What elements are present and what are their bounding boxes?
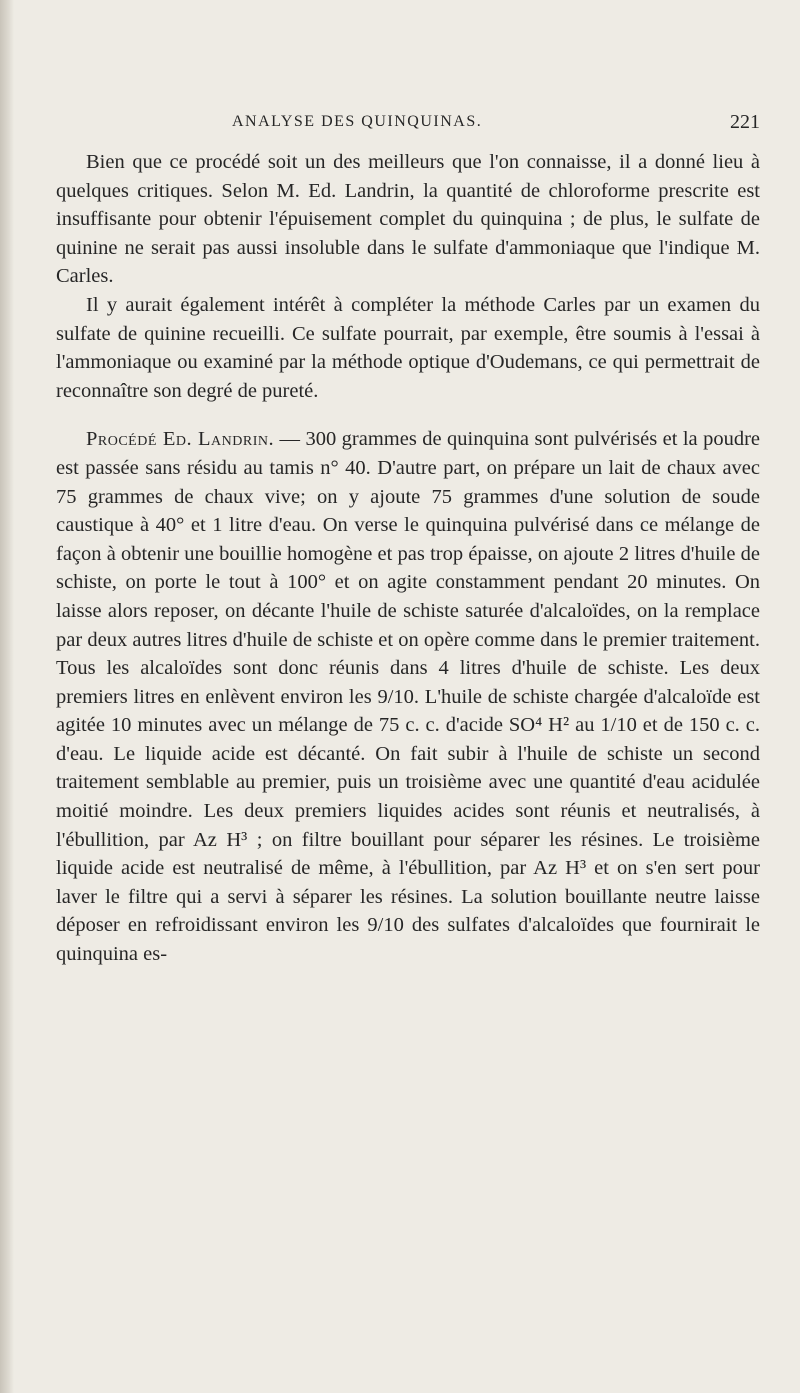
paragraph-text: Il y aurait également intérêt à compléter la méthode Carles par un examen du sulfate de quinine recueilli. Ce sulfate pourrait, par exemple, être soumis à l'essai à l'ammoniaque ou examiné par la méthode optique d'Oudemans, ce qui permettrait de reconnaître son degré de pureté.	[56, 293, 760, 402]
page-header	[232, 113, 760, 137]
paragraph-carles-improvement	[56, 291, 760, 405]
page-body	[56, 148, 760, 969]
page-binding-edge	[0, 0, 14, 1393]
page-number: 221	[730, 111, 760, 133]
running-title: ANALYSE DES QUINQUINAS.	[232, 113, 483, 130]
paragraph-landrin-procedure	[56, 425, 760, 968]
paragraph-text: Bien que ce procédé soit un des meilleurs que l'on connaisse, il a donné lieu à quelques critiques. Selon M. Ed. Landrin, la quantité de chloroforme prescrite est insuffisante pour obtenir l'épuisement complet du quinquina ; de plus, le sulfate de quinine ne serait pas aussi insoluble dans le sulfate d'ammoniaque que l'indique M. Carles.	[56, 151, 760, 288]
paragraph-carles-critique	[56, 148, 760, 291]
paragraph-text: — 300 grammes de quinquina sont pulvérisés et la poudre est passée sans résidu au tamis n° 40. D'autre part, on prépare un lait de chaux avec 75 grammes de chaux vive; on y ajoute 75 grammes d'une solution de soude caustique à 40° et 1 litre d'eau. On verse le quinquina pulvérisé dans ce mélange de façon à obtenir une bouillie homogène et pas trop épaisse, on ajoute 2 litres d'huile de schiste, on porte le tout à 100° et on agite constamment pendant 20 minutes. On laisse alors reposer, on décante l'huile de schiste saturée d'alcaloïdes, on la remplace par deux autres litres d'huile de schiste et on opère comme dans le premier traitement. Tous les alcaloïdes sont donc réunis dans 4 litres d'huile de schiste. Les deux premiers litres en enlèvent environ les 9/10. L'huile de schiste chargée d'alcaloïde est agitée 10 minutes avec un mélange de 75 c. c. d'acide SO⁴ H² au 1/10 et de 150 c. c. d'eau. Le liquide acide est décanté. On fait subir à l'huile de schiste un second traitement semblable au premier, puis un troisième avec une quantité d'eau acidulée moitié moindre. Les deux premiers liquides acides sont réunis et neutralisés, à l'ébullition, par Az H³ ; on filtre bouillant pour séparer les résines. Le troisième liquide acide est neutralisé de même, à l'ébullition, par Az H³ et on s'en sert pour laver le filtre qui a servi à séparer les résines. La solution bouillante neutre laisse déposer en refroidissant environ les 9/10 des sulfates d'alcaloïdes que fournirait le quinquina es-	[56, 428, 761, 966]
section-heading: Procédé Ed. Landrin.	[86, 428, 275, 451]
